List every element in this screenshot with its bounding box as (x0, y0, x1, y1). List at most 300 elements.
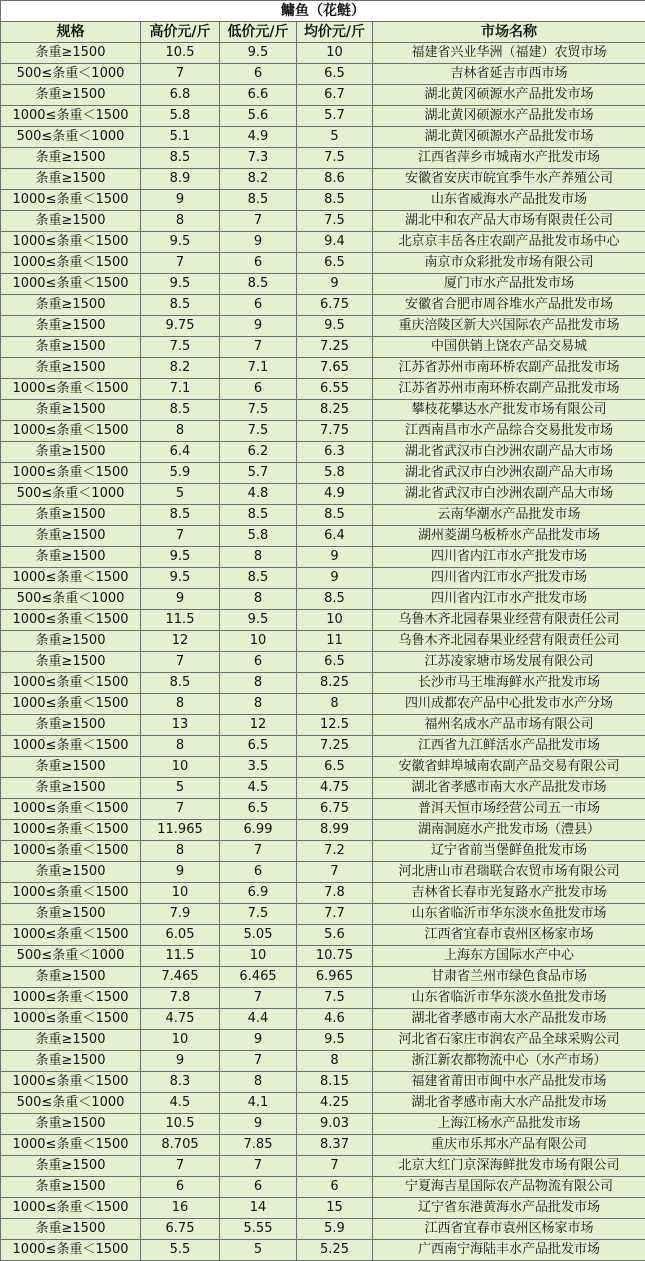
cell-avg-price: 11 (297, 631, 373, 652)
cell-low-price: 7 (220, 211, 297, 232)
cell-market: 上海东方国际水产中心 (373, 946, 645, 967)
cell-spec: 条重≥1500 (1, 1114, 141, 1135)
cell-market: 浙江新农都物流中心（水产市场） (373, 1051, 645, 1072)
cell-high-price: 8.5 (141, 295, 220, 316)
cell-spec: 条重≥1500 (1, 148, 141, 169)
cell-high-price: 12 (141, 631, 220, 652)
cell-avg-price: 10.75 (297, 946, 373, 967)
cell-high-price: 7 (141, 526, 220, 547)
cell-low-price: 6.5 (220, 799, 297, 820)
cell-market: 北京大红门京深海鲜批发市场有限公司 (373, 1156, 645, 1177)
cell-spec: 500≤条重＜1000 (1, 589, 141, 610)
cell-spec: 条重≥1500 (1, 757, 141, 778)
cell-market: 甘肃省兰州市绿色食品市场 (373, 967, 645, 988)
cell-spec: 1000≤条重＜1500 (1, 883, 141, 904)
cell-avg-price: 7.2 (297, 841, 373, 862)
cell-avg-price: 10 (297, 610, 373, 631)
cell-avg-price: 6.5 (297, 253, 373, 274)
cell-low-price: 9.5 (220, 43, 297, 64)
table-row (1, 106, 645, 127)
cell-high-price: 9.5 (141, 274, 220, 295)
cell-market: 江苏省苏州市南环桥农副产品批发市场 (373, 358, 645, 379)
cell-high-price: 11.965 (141, 820, 220, 841)
cell-market: 湖北省武汉市白沙洲农副产品大市场 (373, 463, 645, 484)
cell-market: 安徽省安庆市皖宜季牛水产养殖公司 (373, 169, 645, 190)
cell-market: 四川成都农产品中心批发市水产分场 (373, 694, 645, 715)
table-row (1, 967, 645, 988)
cell-low-price: 7.3 (220, 148, 297, 169)
table-row (1, 673, 645, 694)
cell-market: 乌鲁木齐北园春果业经营有限责任公司 (373, 610, 645, 631)
cell-avg-price: 5 (297, 127, 373, 148)
table-row (1, 1240, 645, 1261)
cell-market: 重庆涪陵区新大兴国际农产品批发市场 (373, 316, 645, 337)
cell-market: 湖南洞庭水产批发市场（澧县） (373, 820, 645, 841)
cell-market: 江西省萍乡市城南水产批发市场 (373, 148, 645, 169)
cell-spec: 条重≥1500 (1, 295, 141, 316)
cell-avg-price: 8.5 (297, 505, 373, 526)
table-row (1, 883, 645, 904)
cell-market: 江西省宜春市袁州区杨家市场 (373, 925, 645, 946)
cell-low-price: 8 (220, 547, 297, 568)
cell-avg-price: 5.6 (297, 925, 373, 946)
table-row (1, 232, 645, 253)
cell-high-price: 7 (141, 64, 220, 85)
cell-spec: 1000≤条重＜1500 (1, 799, 141, 820)
cell-low-price: 7 (220, 1051, 297, 1072)
cell-high-price: 9 (141, 1051, 220, 1072)
cell-low-price: 8.2 (220, 169, 297, 190)
cell-low-price: 4.9 (220, 127, 297, 148)
cell-spec: 条重≥1500 (1, 211, 141, 232)
cell-high-price: 8 (141, 694, 220, 715)
cell-spec: 1000≤条重＜1500 (1, 1135, 141, 1156)
cell-low-price: 6 (220, 253, 297, 274)
cell-spec: 1000≤条重＜1500 (1, 1009, 141, 1030)
cell-market: 重庆市乐邦水产品有限公司 (373, 1135, 645, 1156)
cell-market: 湖北黄冈硕源水产品批发市场 (373, 85, 645, 106)
cell-low-price: 6 (220, 652, 297, 673)
cell-low-price: 10 (220, 631, 297, 652)
cell-spec: 条重≥1500 (1, 400, 141, 421)
cell-spec: 500≤条重＜1000 (1, 64, 141, 85)
cell-avg-price: 9.03 (297, 1114, 373, 1135)
cell-market: 江西省九江鲜活水产品批发市场 (373, 736, 645, 757)
cell-high-price: 10.5 (141, 43, 220, 64)
cell-spec: 500≤条重＜1000 (1, 484, 141, 505)
cell-avg-price: 5.25 (297, 1240, 373, 1261)
cell-avg-price: 8.37 (297, 1135, 373, 1156)
cell-low-price: 9 (220, 232, 297, 253)
cell-avg-price: 4.25 (297, 1093, 373, 1114)
cell-avg-price: 7.75 (297, 421, 373, 442)
table-row (1, 274, 645, 295)
cell-low-price: 7.85 (220, 1135, 297, 1156)
cell-low-price: 7.1 (220, 358, 297, 379)
cell-market: 北京京丰岳各庄农副产品批发市场中心 (373, 232, 645, 253)
cell-market: 福建省兴业华洲（福建）农贸市场 (373, 43, 645, 64)
cell-spec: 条重≥1500 (1, 1030, 141, 1051)
cell-high-price: 11.5 (141, 610, 220, 631)
cell-high-price: 11.5 (141, 946, 220, 967)
cell-market: 厦门市水产品批发市场 (373, 274, 645, 295)
cell-market: 湖北黄冈硕源水产品批发市场 (373, 106, 645, 127)
cell-avg-price: 15 (297, 1198, 373, 1219)
table-row (1, 547, 645, 568)
cell-market: 湖北省武汉市白沙洲农副产品大市场 (373, 484, 645, 505)
cell-market: 中国供销上饶农产品交易城 (373, 337, 645, 358)
cell-market: 四川省内江市水产批发市场 (373, 568, 645, 589)
table-row (1, 1093, 645, 1114)
cell-avg-price: 5.8 (297, 463, 373, 484)
cell-avg-price: 9 (297, 568, 373, 589)
table-row (1, 694, 645, 715)
cell-high-price: 6.05 (141, 925, 220, 946)
table-row (1, 652, 645, 673)
table-row (1, 568, 645, 589)
cell-high-price: 8 (141, 841, 220, 862)
cell-low-price: 6.2 (220, 442, 297, 463)
cell-market: 吉林省长春市光复路水产批发市场 (373, 883, 645, 904)
cell-avg-price: 10 (297, 43, 373, 64)
cell-low-price: 6 (220, 1177, 297, 1198)
cell-market: 江苏凌家塘市场发展有限公司 (373, 652, 645, 673)
table-row (1, 64, 645, 85)
cell-spec: 1000≤条重＜1500 (1, 925, 141, 946)
table-row (1, 1072, 645, 1093)
cell-market: 辽宁省前当堡鲜鱼批发市场 (373, 841, 645, 862)
table-row (1, 799, 645, 820)
table-row (1, 1051, 645, 1072)
cell-spec: 条重≥1500 (1, 169, 141, 190)
cell-avg-price: 6.75 (297, 295, 373, 316)
cell-spec: 1000≤条重＜1500 (1, 673, 141, 694)
cell-avg-price: 7.65 (297, 358, 373, 379)
cell-spec: 1000≤条重＜1500 (1, 232, 141, 253)
cell-low-price: 8 (220, 673, 297, 694)
table-row (1, 757, 645, 778)
table-body (1, 43, 645, 1261)
cell-low-price: 7 (220, 841, 297, 862)
cell-spec: 条重≥1500 (1, 1156, 141, 1177)
cell-high-price: 5.9 (141, 463, 220, 484)
cell-avg-price: 8.6 (297, 169, 373, 190)
cell-avg-price: 9.4 (297, 232, 373, 253)
cell-high-price: 7 (141, 799, 220, 820)
cell-avg-price: 7.5 (297, 148, 373, 169)
table-row (1, 1135, 645, 1156)
cell-high-price: 4.5 (141, 1093, 220, 1114)
table-row (1, 211, 645, 232)
cell-market: 攀枝花攀达水产批发市场有限公司 (373, 400, 645, 421)
cell-low-price: 5.6 (220, 106, 297, 127)
cell-high-price: 5.5 (141, 1240, 220, 1261)
cell-spec: 条重≥1500 (1, 778, 141, 799)
cell-low-price: 6 (220, 862, 297, 883)
table-row (1, 526, 645, 547)
cell-market: 江苏省苏州市南环桥农副产品批发市场 (373, 379, 645, 400)
cell-avg-price: 8.25 (297, 673, 373, 694)
cell-high-price: 6.4 (141, 442, 220, 463)
header-avg-price: 均价元/斤 (297, 22, 373, 43)
cell-high-price: 7.465 (141, 967, 220, 988)
table-title-row (1, 1, 645, 22)
cell-market: 湖州菱湖乌板桥水产品批发市场 (373, 526, 645, 547)
cell-avg-price: 4.9 (297, 484, 373, 505)
cell-high-price: 8.5 (141, 400, 220, 421)
cell-spec: 1000≤条重＜1500 (1, 736, 141, 757)
cell-low-price: 6 (220, 64, 297, 85)
cell-low-price: 12 (220, 715, 297, 736)
table-row (1, 715, 645, 736)
cell-spec: 条重≥1500 (1, 358, 141, 379)
cell-high-price: 4.75 (141, 1009, 220, 1030)
cell-spec: 条重≥1500 (1, 967, 141, 988)
cell-avg-price: 7.25 (297, 736, 373, 757)
cell-avg-price: 6.7 (297, 85, 373, 106)
cell-avg-price: 6.4 (297, 526, 373, 547)
cell-high-price: 9.75 (141, 316, 220, 337)
cell-low-price: 9 (220, 316, 297, 337)
table-row (1, 400, 645, 421)
cell-high-price: 8.9 (141, 169, 220, 190)
cell-high-price: 7.1 (141, 379, 220, 400)
cell-avg-price: 8.25 (297, 400, 373, 421)
cell-spec: 1000≤条重＜1500 (1, 274, 141, 295)
cell-low-price: 7.5 (220, 400, 297, 421)
cell-spec: 1000≤条重＜1500 (1, 463, 141, 484)
cell-spec: 1000≤条重＜1500 (1, 820, 141, 841)
cell-market: 宁夏海吉星国际农产品物流有限公司 (373, 1177, 645, 1198)
cell-avg-price: 6.5 (297, 652, 373, 673)
cell-spec: 条重≥1500 (1, 715, 141, 736)
cell-market: 广西南宁海陆丰水产品批发市场 (373, 1240, 645, 1261)
table-row (1, 43, 645, 64)
table-row (1, 169, 645, 190)
cell-low-price: 5 (220, 1240, 297, 1261)
table-row (1, 925, 645, 946)
table-row (1, 358, 645, 379)
table-row (1, 841, 645, 862)
cell-avg-price: 9.5 (297, 1030, 373, 1051)
cell-low-price: 4.8 (220, 484, 297, 505)
cell-spec: 1000≤条重＜1500 (1, 106, 141, 127)
cell-market: 湖北中和农产品大市场有限责任公司 (373, 211, 645, 232)
cell-market: 湖北省武汉市白沙洲农副产品大市场 (373, 442, 645, 463)
cell-avg-price: 8.99 (297, 820, 373, 841)
cell-spec: 1000≤条重＜1500 (1, 1198, 141, 1219)
cell-low-price: 7.5 (220, 421, 297, 442)
cell-low-price: 6.465 (220, 967, 297, 988)
cell-market: 吉林省延吉市西市场 (373, 64, 645, 85)
cell-market: 湖北省孝感市南大水产品批发市场 (373, 778, 645, 799)
table-title: 鳙鱼（花鲢） (1, 1, 645, 22)
cell-market: 普洱天恒市场经营公司五一市场 (373, 799, 645, 820)
table-row (1, 316, 645, 337)
cell-market: 河北省石家庄市润农产品全球采购公司 (373, 1030, 645, 1051)
cell-spec: 条重≥1500 (1, 526, 141, 547)
table-row (1, 127, 645, 148)
cell-high-price: 8.5 (141, 673, 220, 694)
cell-market: 湖北省孝感市南大水产品批发市场 (373, 1009, 645, 1030)
cell-low-price: 8.5 (220, 274, 297, 295)
cell-high-price: 8 (141, 421, 220, 442)
header-high-price: 高价元/斤 (141, 22, 220, 43)
cell-low-price: 9.5 (220, 610, 297, 631)
cell-high-price: 9 (141, 589, 220, 610)
table-row (1, 1198, 645, 1219)
cell-high-price: 7.9 (141, 904, 220, 925)
cell-high-price: 9 (141, 190, 220, 211)
cell-avg-price: 12.5 (297, 715, 373, 736)
cell-market: 江西省宜春市袁州区杨家市场 (373, 1219, 645, 1240)
table-row (1, 463, 645, 484)
cell-market: 山东省威海水产品批发市场 (373, 190, 645, 211)
cell-avg-price: 9 (297, 547, 373, 568)
table-row (1, 1156, 645, 1177)
cell-avg-price: 5.7 (297, 106, 373, 127)
cell-avg-price: 7.25 (297, 337, 373, 358)
cell-spec: 条重≥1500 (1, 862, 141, 883)
cell-low-price: 4.5 (220, 778, 297, 799)
table-row (1, 505, 645, 526)
cell-high-price: 9 (141, 862, 220, 883)
cell-high-price: 8.2 (141, 358, 220, 379)
cell-avg-price: 7.7 (297, 904, 373, 925)
cell-high-price: 5.1 (141, 127, 220, 148)
cell-avg-price: 8.15 (297, 1072, 373, 1093)
cell-spec: 500≤条重＜1000 (1, 946, 141, 967)
cell-high-price: 7 (141, 253, 220, 274)
table-header-row (1, 22, 645, 43)
table-row (1, 190, 645, 211)
cell-high-price: 6.8 (141, 85, 220, 106)
cell-high-price: 16 (141, 1198, 220, 1219)
cell-spec: 条重≥1500 (1, 652, 141, 673)
cell-market: 安徽省蚌埠城南农副产品交易有限公司 (373, 757, 645, 778)
cell-spec: 条重≥1500 (1, 85, 141, 106)
cell-spec: 1000≤条重＜1500 (1, 379, 141, 400)
table-row (1, 421, 645, 442)
cell-high-price: 8 (141, 211, 220, 232)
cell-high-price: 8.5 (141, 505, 220, 526)
cell-spec: 条重≥1500 (1, 442, 141, 463)
cell-spec: 1000≤条重＜1500 (1, 190, 141, 211)
cell-high-price: 8.705 (141, 1135, 220, 1156)
cell-low-price: 7 (220, 337, 297, 358)
table-row (1, 820, 645, 841)
cell-market: 四川省内江市水产批发市场 (373, 589, 645, 610)
cell-spec: 1000≤条重＜1500 (1, 841, 141, 862)
cell-high-price: 9.5 (141, 232, 220, 253)
cell-avg-price: 6.965 (297, 967, 373, 988)
table-row (1, 1219, 645, 1240)
cell-avg-price: 8.5 (297, 589, 373, 610)
cell-low-price: 8 (220, 589, 297, 610)
header-low-price: 低价元/斤 (220, 22, 297, 43)
table-row (1, 631, 645, 652)
header-spec: 规格 (1, 22, 141, 43)
cell-low-price: 5.55 (220, 1219, 297, 1240)
table-row (1, 337, 645, 358)
cell-spec: 条重≥1500 (1, 1219, 141, 1240)
cell-high-price: 10.5 (141, 1114, 220, 1135)
cell-low-price: 6.6 (220, 85, 297, 106)
cell-avg-price: 6.75 (297, 799, 373, 820)
cell-high-price: 7 (141, 1156, 220, 1177)
table-row (1, 1114, 645, 1135)
table-row (1, 1009, 645, 1030)
cell-avg-price: 8 (297, 694, 373, 715)
table-row (1, 379, 645, 400)
cell-spec: 1000≤条重＜1500 (1, 1072, 141, 1093)
cell-avg-price: 4.6 (297, 1009, 373, 1030)
cell-spec: 1000≤条重＜1500 (1, 253, 141, 274)
cell-high-price: 5.8 (141, 106, 220, 127)
cell-market: 福建省莆田市闽中水产品批发市场 (373, 1072, 645, 1093)
cell-low-price: 6 (220, 295, 297, 316)
cell-market: 辽宁省东港黄海水产品批发市场 (373, 1198, 645, 1219)
table-row (1, 610, 645, 631)
cell-low-price: 4.4 (220, 1009, 297, 1030)
cell-market: 云南华潮水产品批发市场 (373, 505, 645, 526)
table-row (1, 778, 645, 799)
cell-spec: 1000≤条重＜1500 (1, 988, 141, 1009)
cell-spec: 1000≤条重＜1500 (1, 610, 141, 631)
table-row (1, 442, 645, 463)
cell-low-price: 9 (220, 1114, 297, 1135)
cell-avg-price: 7 (297, 1156, 373, 1177)
cell-avg-price: 6.5 (297, 64, 373, 85)
cell-avg-price: 8 (297, 1051, 373, 1072)
cell-low-price: 9 (220, 1030, 297, 1051)
cell-high-price: 10 (141, 883, 220, 904)
cell-market: 长沙市马王堆海鲜水产批发市场 (373, 673, 645, 694)
table-row (1, 904, 645, 925)
cell-market: 湖北省孝感市南大水产品批发市场 (373, 1093, 645, 1114)
cell-low-price: 6.9 (220, 883, 297, 904)
table-row (1, 862, 645, 883)
cell-avg-price: 6.3 (297, 442, 373, 463)
cell-low-price: 8 (220, 694, 297, 715)
cell-spec: 条重≥1500 (1, 547, 141, 568)
cell-market: 山东省临沂市华东淡水鱼批发市场 (373, 988, 645, 1009)
cell-market: 江西南昌市水产品综合交易批发市场 (373, 421, 645, 442)
cell-spec: 条重≥1500 (1, 316, 141, 337)
cell-high-price: 7 (141, 652, 220, 673)
table-row (1, 946, 645, 967)
table-row (1, 484, 645, 505)
cell-low-price: 5.7 (220, 463, 297, 484)
cell-spec: 条重≥1500 (1, 1051, 141, 1072)
cell-low-price: 6 (220, 379, 297, 400)
table-row (1, 253, 645, 274)
cell-avg-price: 9.5 (297, 316, 373, 337)
cell-avg-price: 7.5 (297, 988, 373, 1009)
cell-high-price: 7.5 (141, 337, 220, 358)
cell-low-price: 6.99 (220, 820, 297, 841)
cell-avg-price: 7 (297, 862, 373, 883)
cell-spec: 条重≥1500 (1, 337, 141, 358)
cell-market: 湖北黄冈硕源水产品批发市场 (373, 127, 645, 148)
cell-high-price: 8.3 (141, 1072, 220, 1093)
cell-market: 福州名成水产品市场有限公司 (373, 715, 645, 736)
cell-low-price: 14 (220, 1198, 297, 1219)
cell-low-price: 4.1 (220, 1093, 297, 1114)
cell-market: 安徽省合肥市周谷堆水产品批发市场 (373, 295, 645, 316)
cell-high-price: 8 (141, 736, 220, 757)
table-row (1, 85, 645, 106)
